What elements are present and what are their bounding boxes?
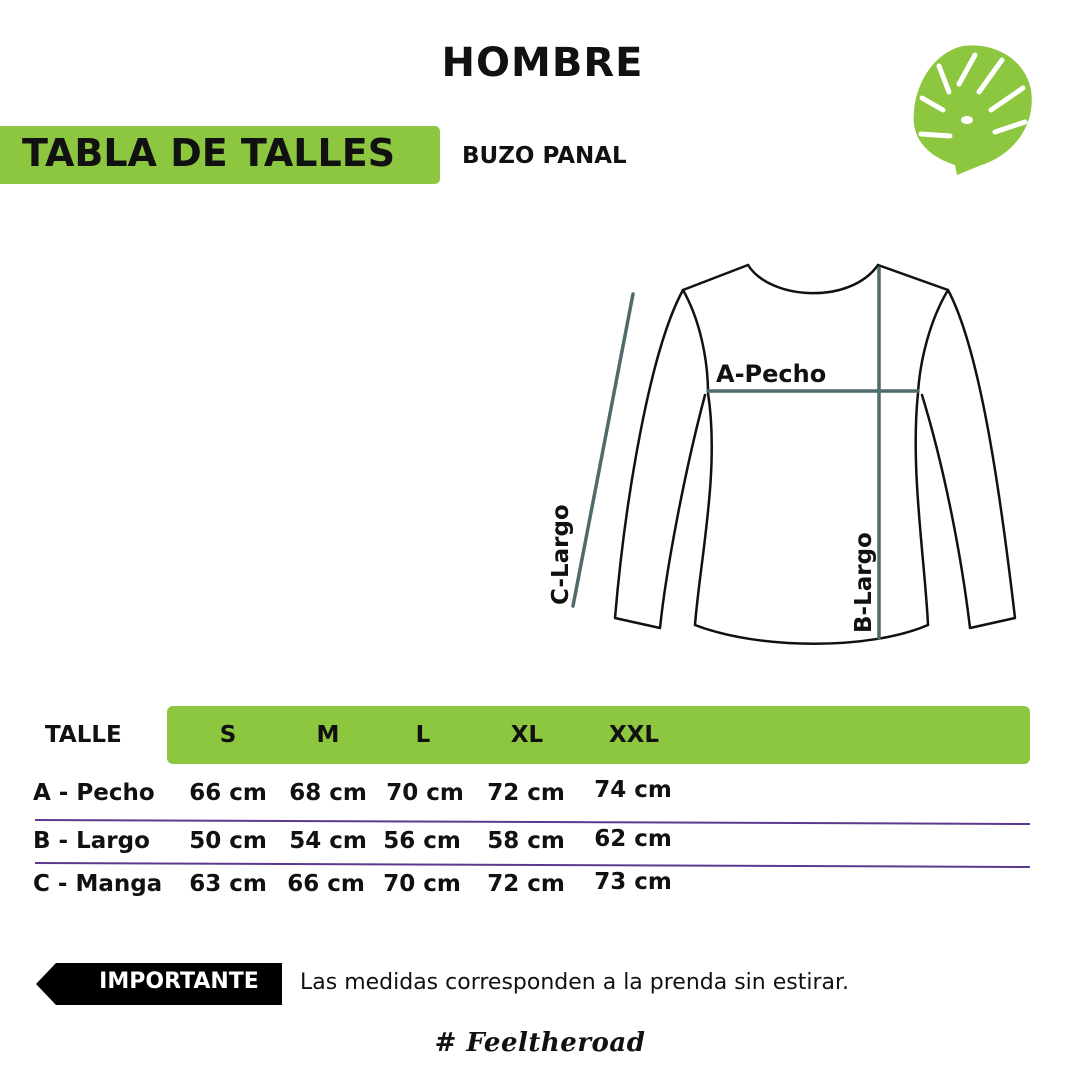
size-header-xxl: XXL	[608, 722, 660, 748]
table-cell: 72 cm	[487, 871, 565, 897]
table-corner-label: TALLE	[45, 722, 122, 748]
banner-label: TABLA DE TALLES	[22, 131, 396, 175]
table-cell: 56 cm	[383, 828, 461, 854]
table-cell: 70 cm	[386, 780, 464, 806]
table-cell: 62 cm	[594, 826, 672, 852]
table-cell: 68 cm	[289, 780, 367, 806]
table-cell: 73 cm	[594, 869, 672, 895]
page-title: HOMBRE	[441, 40, 644, 86]
table-cell: 66 cm	[287, 871, 365, 897]
label-b-largo: B-Largo	[851, 532, 877, 633]
product-name: BUZO PANAL	[462, 143, 627, 169]
table-cell: 66 cm	[189, 780, 267, 806]
table-cell: 50 cm	[189, 828, 267, 854]
notice-text: Las medidas corresponden a la prenda sin estirar.	[300, 970, 850, 995]
table-cell: 74 cm	[594, 777, 672, 803]
table-cell: 54 cm	[289, 828, 367, 854]
row-divider	[35, 862, 1030, 867]
size-header-s: S	[219, 722, 237, 748]
row-label-manga: C - Manga	[33, 871, 163, 897]
important-badge-label: IMPORTANTE	[99, 969, 259, 994]
table-cell: 58 cm	[487, 828, 565, 854]
row-divider	[35, 819, 1030, 824]
footer-hashtag: # Feeltheroad	[434, 1028, 646, 1058]
size-header-l: L	[415, 722, 431, 748]
table-cell: 63 cm	[189, 871, 267, 897]
table-cell: 72 cm	[487, 780, 565, 806]
label-a-pecho: A-Pecho	[716, 360, 827, 388]
monstera-leaf-icon	[905, 40, 1040, 180]
table-cell: 70 cm	[383, 871, 461, 897]
size-header-m: M	[316, 722, 340, 748]
label-c-largo: C-Largo	[548, 504, 574, 605]
row-label-largo: B - Largo	[33, 828, 150, 854]
sweatshirt-diagram	[535, 255, 1035, 665]
size-header-xl: XL	[510, 722, 544, 748]
row-label-pecho: A - Pecho	[33, 780, 155, 806]
